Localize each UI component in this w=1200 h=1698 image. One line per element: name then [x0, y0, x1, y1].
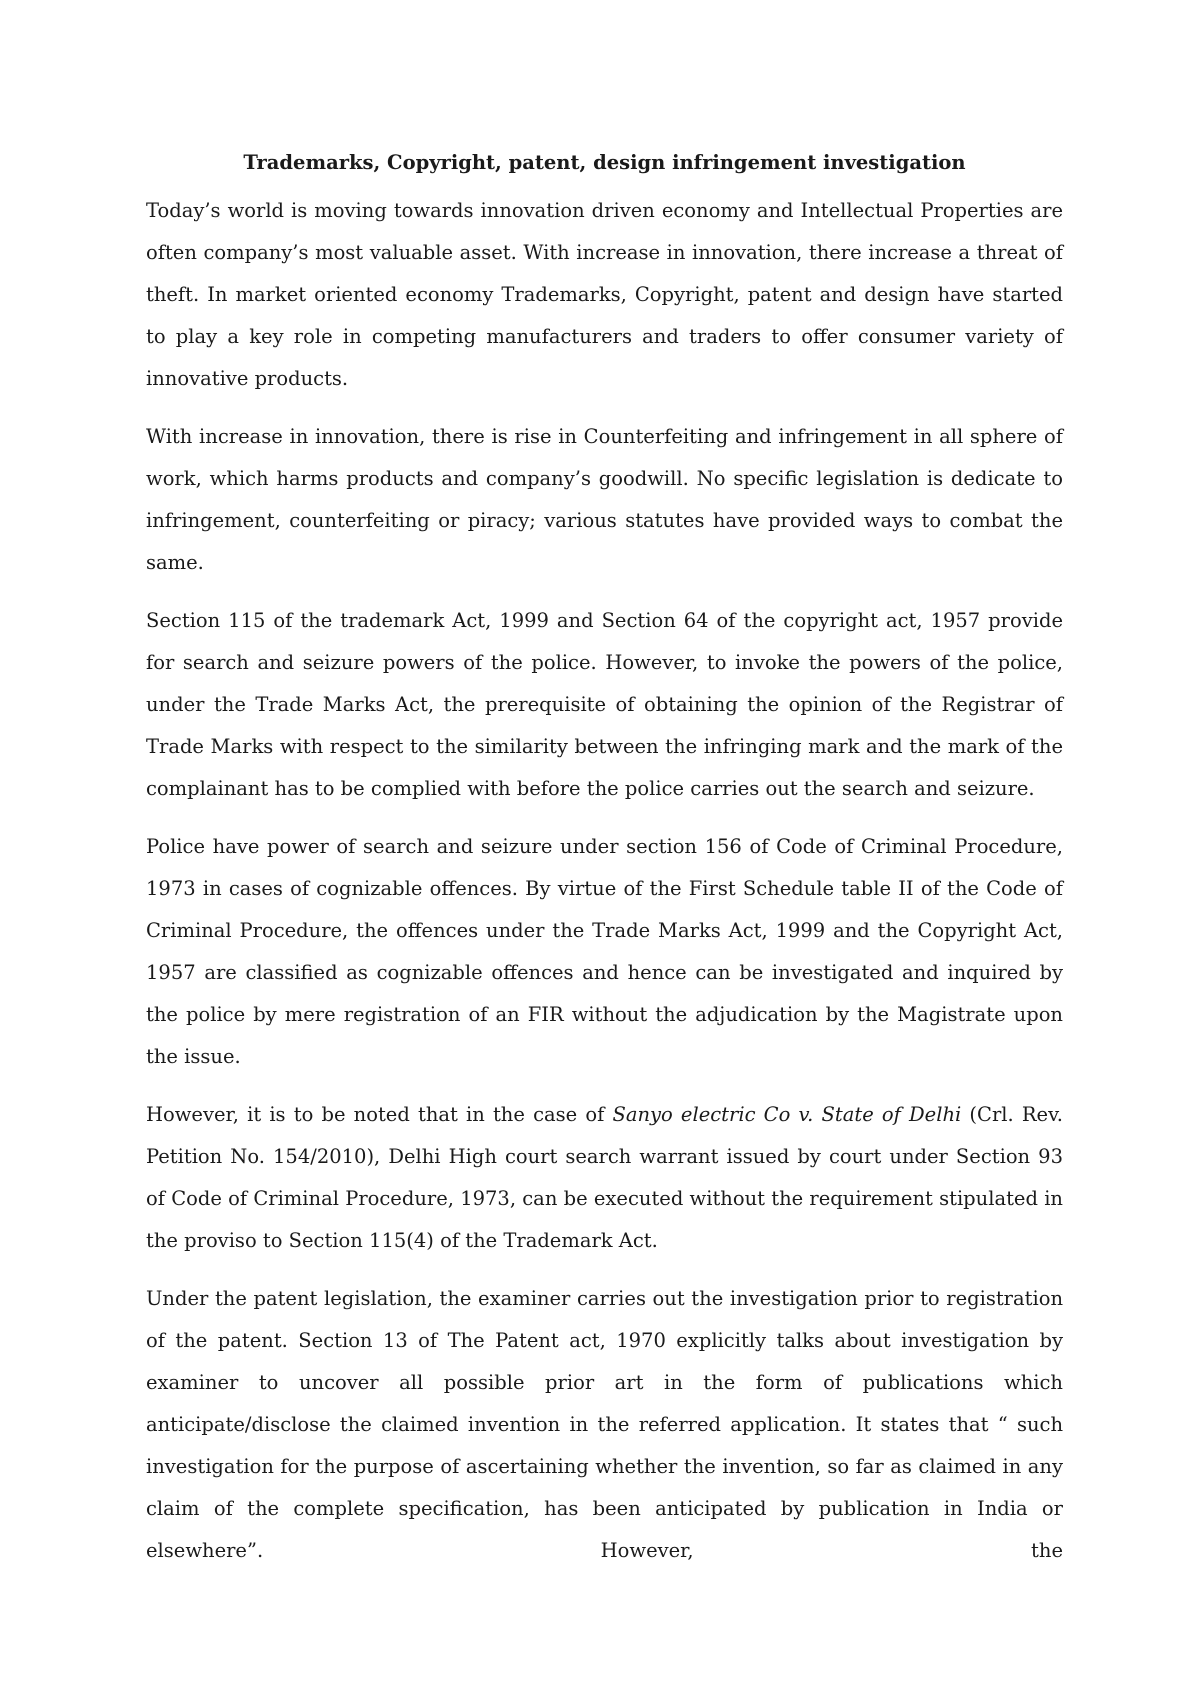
paragraph-search-seizure-powers: Section 115 of the trademark Act, 1999 and Section 64 of the copyright act, 1957 provide for search and seizure powers of the police. However, to invoke the powers of the police, under the Trade Marks Act, the prerequisite of obtaining the opinion of the Registrar of Trade Marks with respect to the similarity between the infringing mark and the mark of the complainant has to be complied with before the police carries out the search and seizure.: [146, 609, 1063, 800]
paragraph-cognizable-offences: Police have power of search and seizure under section 156 of Code of Criminal Procedure, 1973 in cases of cognizable offences. By virtue of the First Schedule table II of the Code of Criminal Procedure, the offences under the Trade Marks Act, 1999 and the Copyright Act, 1957 are classified as cognizable offences and hence can be investigated and inquired by the police by mere registration of an FIR without the adjudication by the Magistrate upon the issue.: [146, 835, 1063, 1068]
sanyo-text-after: (Crl. Rev. Petition No. 154/2010), Delhi High court search warrant issued by court under Section 93 of Code of Criminal Procedure, 1973, can be executed without the requirement stipulated in the proviso to Section 115(4) of the Trademark Act.: [146, 1103, 1063, 1252]
document-body: [146, 142, 1063, 1572]
case-citation: Sanyo electric Co v. State of Delhi: [612, 1103, 962, 1126]
paragraph-sanyo-case: [146, 1094, 1063, 1262]
paragraph-patent-legislation: Under the patent legislation, the examiner carries out the investigation prior to registration of the patent. Section 13 of The Patent act, 1970 explicitly talks about investigation by examiner to uncover all possible prior art in the form of publications which anticipate/disclose the claimed invention in the referred application. It states that “ such investigation for the purpose of ascertaining whether the invention, so far as claimed in any claim of the complete specification, has been anticipated by publication in India or elsewhere”. However, the: [146, 1287, 1063, 1562]
document-title: Trademarks, Copyright, patent, design infringement investigation: [243, 151, 966, 174]
paragraph-innovation-economy: Today’s world is moving towards innovation driven economy and Intellectual Properties are often company’s most valuable asset. With increase in innovation, there increase a threat of theft. In market oriented economy Trademarks, Copyright, patent and design have started to play a key role in competing manufacturers and traders to offer consumer variety of innovative products.: [146, 199, 1063, 390]
sanyo-text-before: However, it is to be noted that in the case of: [146, 1103, 613, 1126]
paragraph-counterfeiting: With increase in innovation, there is rise in Counterfeiting and infringement in all sphere of work, which harms products and company’s goodwill. No specific legislation is dedicate to infringement, counterfeiting or piracy; various statutes have provided ways to combat the same.: [146, 425, 1063, 574]
